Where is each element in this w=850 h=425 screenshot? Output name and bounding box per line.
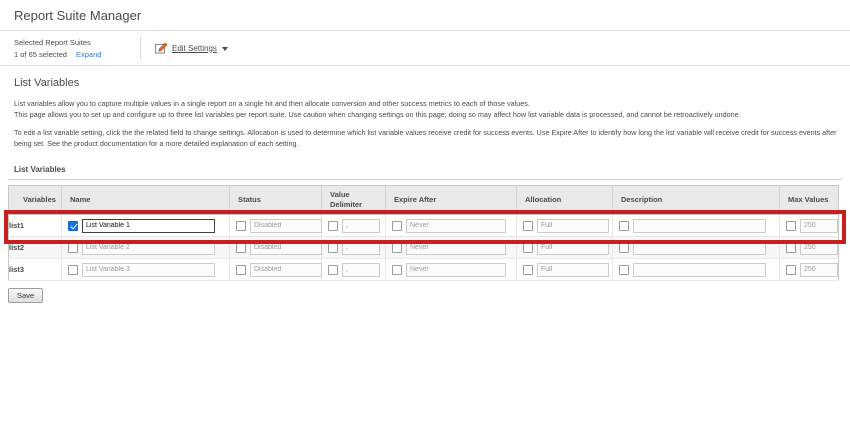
description-input[interactable] bbox=[633, 263, 766, 277]
column-header-variables: Variables bbox=[9, 186, 62, 215]
delimiter-enable-checkbox[interactable] bbox=[328, 243, 338, 253]
expire-after-enable-checkbox[interactable] bbox=[392, 221, 402, 231]
max-values-input[interactable] bbox=[800, 219, 838, 233]
chevron-down-icon bbox=[222, 47, 228, 51]
intro-paragraph-1-line-2: This page allows you to set up and configure up to three list variables per report suite. Use caution when changing settings on this page; doing so may affect how list variable data is processed, and cannot be retroactively undone. bbox=[14, 110, 741, 119]
edit-settings-label: Edit Settings bbox=[172, 43, 217, 53]
status-enable-checkbox[interactable] bbox=[236, 221, 246, 231]
expire-after-enable-checkbox[interactable] bbox=[392, 243, 402, 253]
table-header-row bbox=[9, 186, 839, 215]
allocation-input[interactable] bbox=[537, 219, 609, 233]
selected-count: 1 of 65 selected bbox=[14, 49, 67, 59]
edit-settings-button[interactable] bbox=[155, 42, 228, 54]
allocation-enable-checkbox[interactable] bbox=[523, 221, 533, 231]
description-input[interactable] bbox=[633, 241, 766, 255]
expand-link[interactable]: Expand bbox=[75, 49, 102, 59]
name-enable-checkbox[interactable] bbox=[68, 221, 78, 231]
toolbar-divider bbox=[140, 37, 141, 59]
column-header-value-delimiter: Value Delimiter bbox=[322, 186, 386, 215]
variable-label: list1 bbox=[9, 215, 62, 237]
max-values-input[interactable] bbox=[800, 263, 838, 277]
expire-after-input[interactable] bbox=[406, 241, 506, 255]
delimiter-input[interactable] bbox=[342, 241, 380, 255]
toolbar bbox=[0, 31, 850, 66]
table-row-list1 bbox=[9, 215, 839, 237]
edit-icon bbox=[155, 42, 168, 54]
column-header-max-values: Max Values bbox=[780, 186, 839, 215]
status-enable-checkbox[interactable] bbox=[236, 243, 246, 253]
delimiter-input[interactable] bbox=[342, 263, 380, 277]
delimiter-input[interactable] bbox=[342, 219, 380, 233]
status-input[interactable] bbox=[250, 263, 322, 277]
intro-paragraph-1 bbox=[14, 98, 838, 120]
title-bar bbox=[0, 0, 850, 31]
expire-after-enable-checkbox[interactable] bbox=[392, 265, 402, 275]
expire-after-input[interactable] bbox=[406, 263, 506, 277]
max-values-enable-checkbox[interactable] bbox=[786, 265, 796, 275]
table-section-heading: List Variables bbox=[8, 165, 842, 180]
save-button[interactable]: Save bbox=[8, 288, 43, 303]
column-header-status: Status bbox=[230, 186, 322, 215]
name-input[interactable] bbox=[82, 219, 215, 233]
allocation-input[interactable] bbox=[537, 241, 609, 255]
column-header-description: Description bbox=[613, 186, 780, 215]
name-enable-checkbox[interactable] bbox=[68, 243, 78, 253]
column-header-name: Name bbox=[62, 186, 230, 215]
name-input[interactable] bbox=[82, 263, 215, 277]
selected-report-suites-block bbox=[14, 38, 126, 59]
column-header-expire-after: Expire After bbox=[386, 186, 517, 215]
delimiter-enable-checkbox[interactable] bbox=[328, 265, 338, 275]
page-title: Report Suite Manager bbox=[14, 7, 142, 23]
allocation-enable-checkbox[interactable] bbox=[523, 265, 533, 275]
section-title: List Variables bbox=[14, 77, 80, 89]
description-input[interactable] bbox=[633, 219, 766, 233]
description-enable-checkbox[interactable] bbox=[619, 265, 629, 275]
max-values-enable-checkbox[interactable] bbox=[786, 243, 796, 253]
status-enable-checkbox[interactable] bbox=[236, 265, 246, 275]
max-values-input[interactable] bbox=[800, 241, 838, 255]
variable-label: list2 bbox=[9, 237, 62, 259]
name-enable-checkbox[interactable] bbox=[68, 265, 78, 275]
allocation-enable-checkbox[interactable] bbox=[523, 243, 533, 253]
status-input[interactable] bbox=[250, 241, 322, 255]
main-content bbox=[0, 77, 850, 303]
expire-after-input[interactable] bbox=[406, 219, 506, 233]
allocation-input[interactable] bbox=[537, 263, 609, 277]
status-input[interactable] bbox=[250, 219, 322, 233]
list-variables-table bbox=[8, 185, 839, 281]
delimiter-enable-checkbox[interactable] bbox=[328, 221, 338, 231]
selected-report-suites-label: Selected Report Suites bbox=[14, 37, 91, 47]
description-enable-checkbox[interactable] bbox=[619, 243, 629, 253]
name-input[interactable] bbox=[82, 241, 215, 255]
list-variables-table-wrap bbox=[8, 185, 838, 281]
table-row-list2 bbox=[9, 237, 839, 259]
variable-label: list3 bbox=[9, 259, 62, 281]
max-values-enable-checkbox[interactable] bbox=[786, 221, 796, 231]
intro-paragraph-2: To edit a list variable setting, click the the related field to change settings. Allocation is used to determine which list variable values receive credit for success events. Use Expire After to identify how long the list variable will receive credit for success events after being set. See the product documentation for a more detailed explanation of each setting. bbox=[14, 128, 837, 148]
table-row-list3 bbox=[9, 259, 839, 281]
description-enable-checkbox[interactable] bbox=[619, 221, 629, 231]
intro-paragraph-1-line-1: List variables allow you to capture multiple values in a single report on a single hit and then allocate conversion and other success metrics to each of those values. bbox=[14, 99, 530, 108]
column-header-allocation: Allocation bbox=[517, 186, 613, 215]
